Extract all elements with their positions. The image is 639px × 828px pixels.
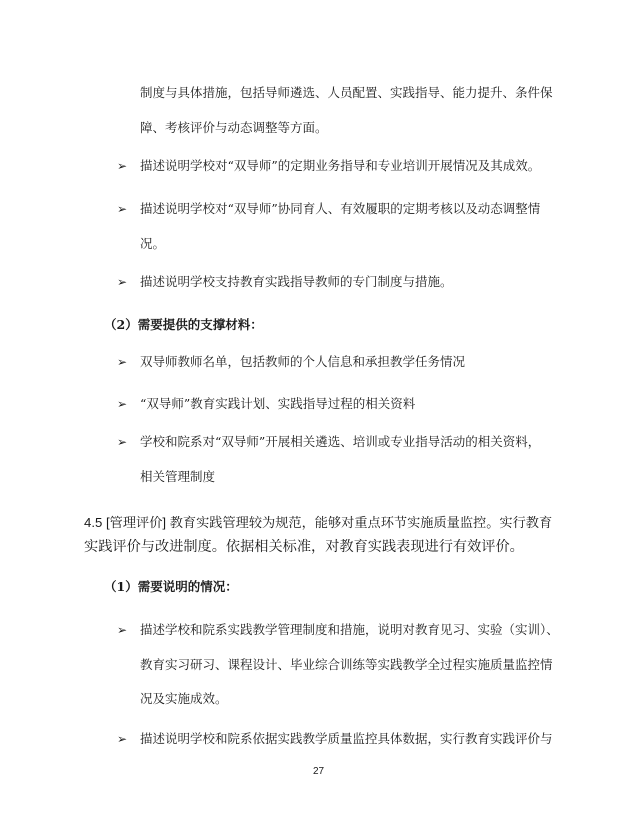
paragraph-line: 障、考核评价与动态调整等方面。 [140,120,328,135]
bullet-text: 况。 [140,236,166,251]
bullet-arrow-icon: ➢ [117,355,128,369]
bullet-arrow-icon: ➢ [117,623,128,637]
section-heading: （2）需要提供的支撑材料： [104,317,263,332]
paragraph-line: 制度与具体措施，包括导师遴选、人员配置、实践指导、能力提升、条件保 [140,85,553,100]
bullet-arrow-icon: ➢ [117,159,128,173]
bullet-text: 描述说明学校对“双导师”的定期业务指导和专业培训开展情况及其成效。 [140,158,541,173]
bullet-arrow-icon: ➢ [117,202,128,216]
bullet-text: 描述说明学校和院系依据实践教学质量监控具体数据，实行教育实践评价与 [140,731,553,746]
page-number: 27 [313,766,325,777]
bullet-arrow-icon: ➢ [117,732,128,746]
bullet-text: 双导师教师名单，包括教师的个人信息和承担教学任务情况 [140,354,466,369]
section-4-5-line: 4.5 [管理评价] 教育实践管理较为规范，能够对重点环节实施质量监控。实行教育 [84,515,553,530]
bullet-text: 描述学校和院系实践教学管理制度和措施，说明对教育见习、实验（实训）、 [140,622,559,637]
section-heading: （1）需要说明的情况： [104,579,238,594]
bullet-arrow-icon: ➢ [117,397,128,411]
bullet-arrow-icon: ➢ [117,275,128,289]
bullet-text: 描述说明学校支持教育实践指导教师的专门制度与措施。 [140,274,453,289]
bullet-text: 相关管理制度 [140,469,216,484]
bullet-text: 描述说明学校对“双导师”协同育人、有效履职的定期考核以及动态调整情 [140,201,541,216]
bullet-text: “双导师”教育实践计划、实践指导过程的相关资料 [140,396,416,411]
section-4-5-line: 实践评价与改进制度。依据相关标准，对教育实践表现进行有效评价。 [84,539,524,555]
bullet-arrow-icon: ➢ [117,435,128,449]
bullet-text: 教育实习研习、课程设计、毕业综合训练等实践教学全过程实施质量监控情 [140,657,553,672]
bullet-text: 况及实施成效。 [140,691,228,706]
bullet-text: 学校和院系对“双导师”开展相关遴选、培训或专业指导活动的相关资料， [140,434,541,449]
